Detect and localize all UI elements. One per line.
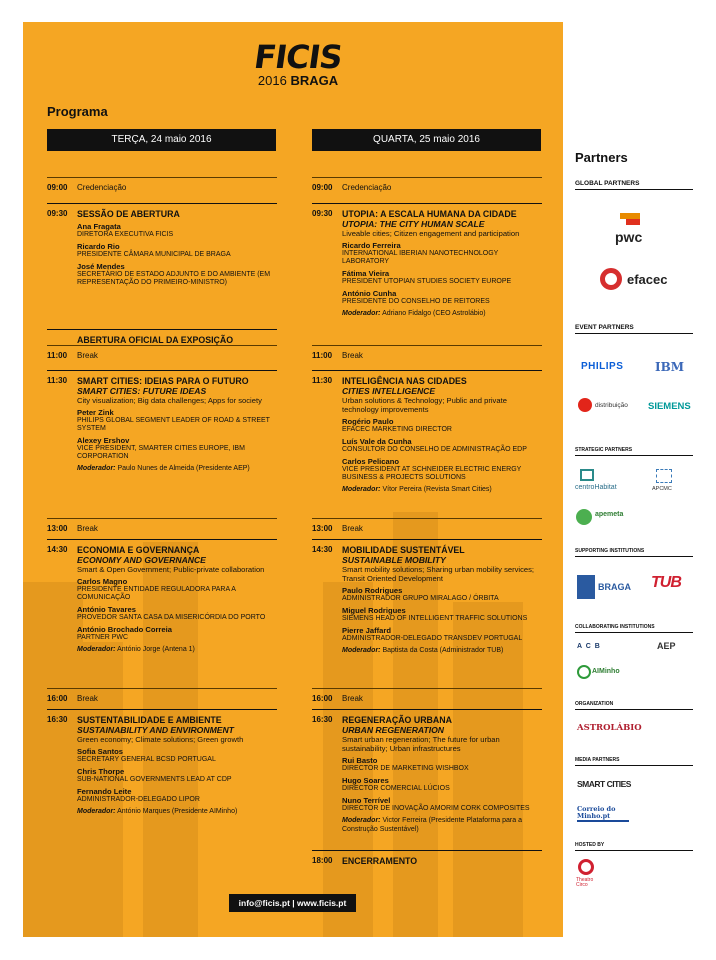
section-global-partners: GLOBAL PARTNERS [575,180,693,190]
session-subtitle: ECONOMY AND GOVERNANCE [77,555,206,565]
session-description: Smart mobility solutions; Sharing urban mobility services; Transit Oriented Development [342,565,535,583]
session-description: Green economy; Climate solutions; Green growth [77,735,244,744]
session-slot [47,203,277,286]
day-header-tuesday: TERÇA, 24 maio 2016 [47,129,276,151]
centrohabitat-icon [580,469,594,481]
session-subtitle: SUSTAINABLE MOBILITY [342,555,446,565]
session-time: 11:00 [47,351,68,360]
speaker-role: DIRETORA EXECUTIVA FICIS [77,231,174,238]
session-time: 13:00 [47,524,68,533]
session-title: ENCERRAMENTO [342,856,418,866]
session-time: 11:30 [47,376,68,385]
session-content [77,351,277,360]
speaker-role: CONSULTOR DO CONSELHO DE ADMINISTRAÇÃO EDP [342,446,527,453]
page-title: Programa [47,104,108,119]
ficis-logo: FICIS 2016 BRAGA [251,38,345,88]
session-content [342,376,542,494]
speaker-name: Rogério Paulo [342,417,394,426]
session-content [342,351,542,360]
speaker-name: Ana Fragata [77,222,121,231]
speaker-role: SUB-NATIONAL GOVERNMENTS LEAD AT CDP [77,776,232,783]
speaker-role: PRESIDENTE DO CONSELHO DE REITORES [342,298,490,305]
session-title: REGENERAÇÃO URBANA [342,715,452,725]
speaker-name: Peter Zink [77,408,114,417]
speaker-name: António Brochado Correia [77,625,172,634]
speaker-role: PRESIDENT UTOPIAN STUDIES SOCIETY EUROPE [342,278,512,285]
session-time: 09:00 [312,183,333,192]
session-slot [312,518,542,533]
session-moderator [342,485,542,494]
moderator-label: Moderador: [342,817,381,824]
speaker-role: DIRECTOR COMERCIAL LÚCIOS [342,785,450,792]
program-poster [23,22,563,937]
moderator-name: António Marques (Presidente AIMinho) [117,808,238,815]
session-time: 13:00 [312,524,333,533]
speaker-role: ADMINISTRADOR-DELEGADO LIPOR [77,796,200,803]
speaker-name: Hugo Soares [342,776,389,785]
speaker-name: Carlos Magno [77,577,128,586]
speaker-role: PARTNER PWC [77,634,129,641]
speaker-role: SIEMENS HEAD OF INTELLIGENT TRAFFIC SOLUTIONS [342,615,528,622]
session-subtitle: SUSTAINABILITY AND ENVIRONMENT [77,725,234,735]
speaker-name: Carlos Pelicano [342,457,399,466]
session-moderator [77,807,277,816]
speaker-name: José Mendes [77,262,125,271]
ibm-logo: IBM [655,360,685,374]
moderator-label: Moderador: [342,647,381,654]
speaker-name: Ricardo Rio [77,242,120,251]
session-time: 11:00 [312,351,333,360]
session-subtitle: SMART CITIES: FUTURE IDEAS [77,386,207,396]
session-title: SMART CITIES: IDEIAS PARA O FUTURO [77,376,249,386]
section-organization: ORGANIZATION [575,701,693,710]
session-slot [47,370,277,472]
aep-logo: AEP [657,641,676,651]
session-slot [47,709,277,815]
speaker-name: Luís Vale da Cunha [342,437,412,446]
astrolabio-logo: ASTROLÁBIO [577,723,642,733]
session-content [77,183,277,192]
session-subtitle: UTOPIA: THE CITY HUMAN SCALE [342,219,485,229]
moderator-name: Victor Ferreira (Presidente Plataforma para a Construção Sustentável) [342,817,522,833]
edp-logo: distribuição [595,402,628,409]
speaker-name: Alexey Ershov [77,436,130,445]
speaker-role: PHILIPS GLOBAL SEGMENT LEADER OF ROAD & STREET SYSTEM [77,417,270,432]
session-slot [312,850,542,866]
session-slot [312,370,542,493]
session-slot [47,539,277,653]
efacec-icon [600,268,622,290]
section-media-partners: MEDIA PARTNERS [575,757,693,766]
pwc-logo: pwc [615,229,643,245]
session-title: MOBILIDADE SUSTENTÁVEL [342,545,465,555]
session-label: Credenciação [342,183,392,192]
session-label: Break [77,524,98,533]
speaker-name: Chris Thorpe [77,767,125,776]
speaker-role: INTERNATIONAL IBERIAN NANOTECHNOLOGY LABORATORY [342,250,499,265]
session-subtitle: URBAN REGENERATION [342,725,445,735]
session-content [342,694,542,703]
session-time: 16:30 [312,715,333,724]
section-supporting-institutions: SUPPORTING INSTITUTIONS [575,548,693,557]
session-label: Break [342,351,363,360]
session-description: Smart urban regeneration; The future for urban sustainability; Urban infrastructures [342,735,500,753]
session-time: 16:00 [312,694,333,703]
session-title: SUSTENTABILIDADE E AMBIENTE [77,715,222,725]
session-content [77,715,277,816]
apemeta-icon [576,509,592,525]
session-content [342,715,542,834]
speaker-role: VICE PRESIDENT, SMARTER CITIES EUROPE, IBM CORPORATION [77,445,245,460]
speaker-name: Rui Basto [342,756,378,765]
speaker-name: Fernando Leite [77,787,132,796]
session-content [342,524,542,533]
partners-panel [575,150,693,165]
aiminho-icon [577,665,591,679]
speaker-role: EFACEC MARKETING DIRECTOR [342,426,452,433]
speaker-role: PROVEDOR SANTA CASA DA MISERICÓRDIA DO PORTO [77,614,266,621]
session-slot [47,329,277,345]
session-description: Liveable cities; Citizen engagement and participation [342,229,520,238]
session-slot [312,345,542,360]
session-slot [312,177,542,192]
theatro-icon [578,859,594,875]
smartcities-logo: SMART CITIES [577,779,631,789]
session-description: Urban solutions & Technology; Public and private technology improvements [342,396,507,414]
session-time: 09:30 [312,209,333,218]
session-moderator [342,309,542,318]
acb-logo: A C B [577,643,601,650]
session-moderator [342,646,542,655]
session-moderator [342,816,542,834]
speaker-role: DIRECTOR DE INOVAÇÃO AMORIM CORK COMPOSITES [342,805,530,812]
session-moderator [77,645,277,654]
speaker-role: ADMINISTRADOR-DELEGADO TRANSDEV PORTUGAL [342,635,523,642]
session-content [342,183,542,192]
session-title: INTELIGÊNCIA NAS CIDADES [342,376,467,386]
efacec-logo: efacec [627,272,668,287]
siemens-logo: SIEMENS [648,401,691,412]
session-content [342,209,542,318]
session-time: 18:00 [312,856,333,865]
edp-icon [578,398,592,412]
session-content [77,209,277,287]
session-label: Credenciação [77,183,127,192]
session-time: 14:30 [312,545,333,554]
session-time: 09:30 [47,209,68,218]
session-title: UTOPIA: A ESCALA HUMANA DA CIDADE [342,209,517,219]
moderator-name: Adriano Fidalgo (CEO Astrolábio) [382,310,486,317]
speaker-role: ADMINISTRADOR GRUPO MIRALAGO / ÓRBITA [342,595,499,602]
speaker-role: DIRECTOR DE MARKETING WISHBOX [342,765,469,772]
speaker-role: VICE PRESIDENT AT SCHNEIDER ELECTRIC ENERGY BUSINESS & PROJECTS SOLUTIONS [342,466,522,481]
theatro-logo: Theatro Circo [576,877,594,888]
braga-icon [577,575,595,599]
speaker-name: Sofia Santos [77,747,123,756]
day-header-wednesday: QUARTA, 25 maio 2016 [312,129,541,151]
moderator-label: Moderador: [77,646,116,653]
speaker-name: Fátima Vieira [342,269,390,278]
session-content [77,524,277,533]
section-collaborating-institutions: COLLABORATING INSTITUTIONS [575,624,693,633]
session-subtitle: CITIES INTELLIGENCE [342,386,436,396]
session-content [342,856,542,866]
section-strategic-partners: STRATEGIC PARTNERS [575,447,693,456]
session-slot [47,688,277,703]
moderator-label: Moderador: [77,808,116,815]
session-description: Smart & Open Government; Public-private collaboration [77,565,265,574]
speaker-name: Paulo Rodrigues [342,586,403,595]
apcmc-icon [656,469,672,483]
session-time: 14:30 [47,545,68,554]
session-time: 11:30 [312,376,333,385]
session-slot [312,688,542,703]
moderator-label: Moderador: [77,465,116,472]
session-label: Break [342,694,363,703]
speaker-role: PRESIDENTE CÂMARA MUNICIPAL DE BRAGA [77,251,231,258]
centrohabitat-logo: centroHabitat [575,484,617,491]
speaker-name: António Tavares [77,605,136,614]
session-content [77,376,277,473]
speaker-role: SECRETARY GENERAL BCSD PORTUGAL [77,756,216,763]
moderator-label: Moderador: [342,486,381,493]
session-title: ABERTURA OFICIAL DA EXPOSIÇÃO [77,335,234,345]
moderator-name: Baptista da Costa (Administrador TUB) [382,647,504,654]
session-title: ECONOMIA E GOVERNANÇA [77,545,200,555]
session-slot [312,709,542,833]
speaker-name: Ricardo Ferreira [342,241,401,250]
session-description: City visualization; Big data challenges; Apps for society [77,396,262,405]
moderator-name: Vítor Pereira (Revista Smart Cities) [382,486,492,493]
session-label: Break [77,694,98,703]
apemeta-logo: apemeta [595,511,624,518]
partners-title: Partners [575,150,628,165]
session-slot [312,539,542,654]
session-label: Break [77,351,98,360]
speaker-role: PRESIDENTE ENTIDADE REGULADORA PARA A COMUNICAÇÃO [77,586,236,601]
section-event-partners: EVENT PARTNERS [575,324,693,334]
philips-logo: PHILIPS [581,361,624,372]
session-time: 16:00 [47,694,68,703]
session-content [77,694,277,703]
braga-logo: BRAGA [598,582,631,592]
section-hosted-by: HOSTED BY [575,842,693,851]
speaker-role: SECRETÁRIO DE ESTADO ADJUNTO E DO AMBIENTE (EM REPRESENTAÇÃO DO PRIMEIRO-MINISTRO) [77,271,271,286]
speaker-name: Nuno Terrível [342,796,391,805]
session-title: SESSÃO DE ABERTURA [77,209,180,219]
moderator-name: Paulo Nunes de Almeida (Presidente AEP) [117,465,250,472]
moderator-name: António Jorge (Antena 1) [117,646,195,653]
session-time: 16:30 [47,715,68,724]
contact-link[interactable]: info@ficis.pt | www.ficis.pt [229,894,356,912]
session-content [77,545,277,654]
apcmc-logo: APCMC [652,486,672,492]
speaker-name: Pierre Jaffard [342,626,391,635]
session-time: 09:00 [47,183,68,192]
session-label: Break [342,524,363,533]
session-slot [312,203,542,317]
session-content [342,545,542,655]
session-content [77,335,277,345]
speaker-name: Miguel Rodrigues [342,606,406,615]
session-slot [47,177,277,192]
speaker-name: António Cunha [342,289,397,298]
aiminho-logo: AIMinho [592,668,620,675]
session-slot [47,518,277,533]
session-slot [47,345,277,360]
correio-logo: Correio do Minho.pt [577,806,629,822]
session-moderator [77,464,277,473]
moderator-label: Moderador: [342,310,381,317]
tub-logo: TUB [651,574,681,591]
